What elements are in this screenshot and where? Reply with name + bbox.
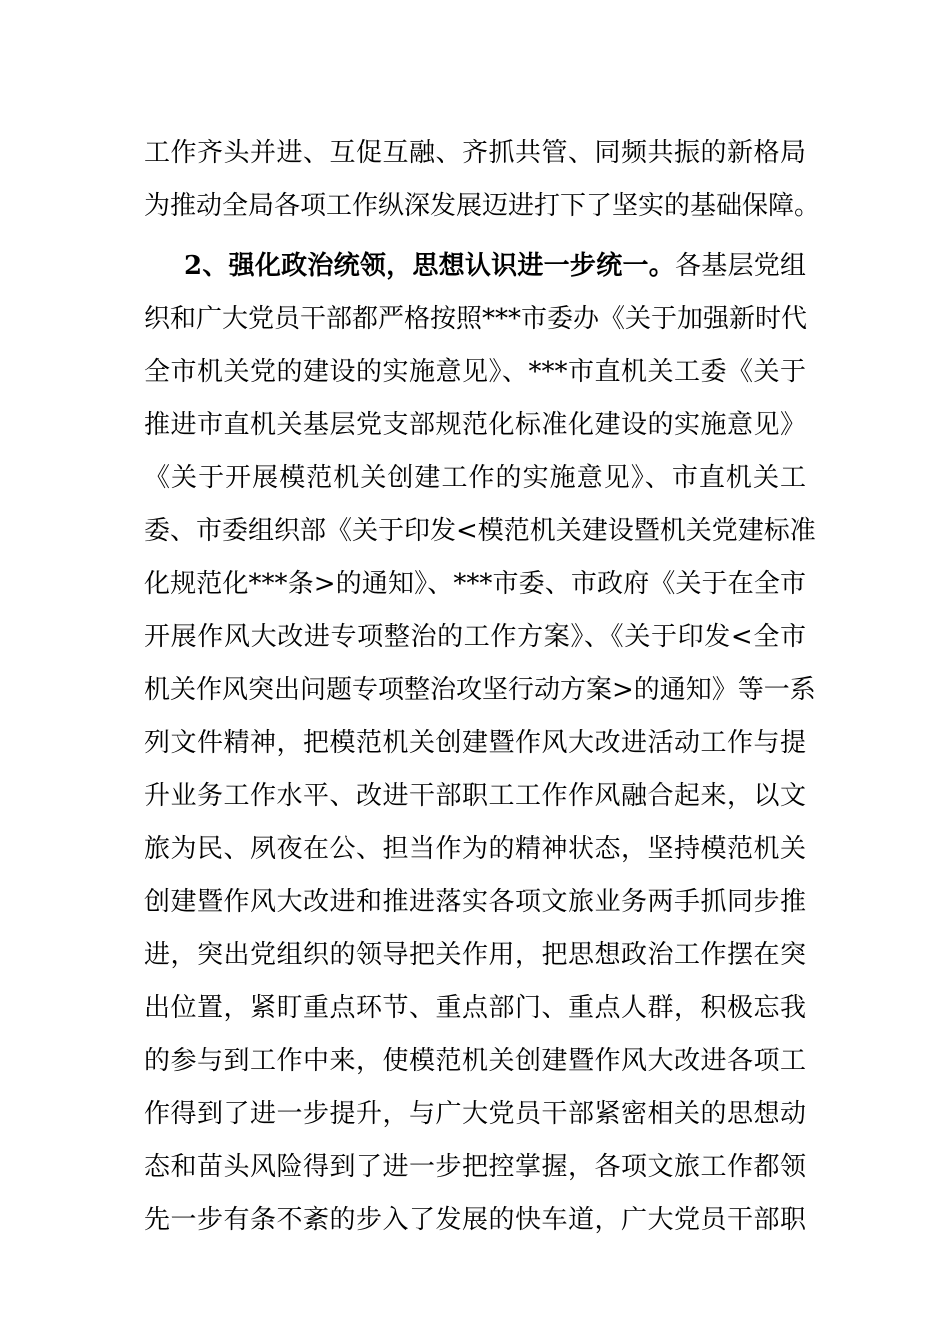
paragraph-continuation: [144, 127, 821, 233]
text-line: 工作齐头并进、互促互融、齐抓共管、同频共振的新格局: [144, 138, 806, 168]
text-line: 织和广大党员干部都严格按照***市委办《关于加强新时代: [144, 304, 808, 334]
text-line: 的参与到工作中来，使模范机关创建暨作风大改进各项工: [144, 1046, 806, 1076]
paragraph-first-line: [144, 240, 806, 293]
text-line: 开展作风大改进专项整治的工作方案》、《关于印发<全市: [144, 622, 806, 652]
text-line: 先一步有条不紊的步入了发展的快车道，广大党员干部职: [144, 1205, 806, 1235]
text-run: 各基层党组: [674, 251, 806, 281]
text-line: 旅为民、夙夜在公、担当作为的精神状态，坚持模范机关: [144, 834, 806, 864]
text-line: 化规范化***条>的通知》、***市委、市政府《关于在全市: [144, 569, 806, 599]
text-line: 《关于开展模范机关创建工作的实施意见》、市直机关工: [144, 463, 806, 493]
text-line: 升业务工作水平、改进干部职工工作作风融合起来，以文: [144, 781, 806, 811]
text-line: 列文件精神，把模范机关创建暨作风大改进活动工作与提: [144, 728, 806, 758]
text-line: 作得到了进一步提升，与广大党员干部紧密相关的思想动: [144, 1099, 806, 1129]
text-line: 出位置，紧盯重点环节、重点部门、重点人群，积极忘我: [144, 993, 806, 1023]
text-line: 机关作风突出问题专项整治攻坚行动方案>的通知》等一系: [144, 675, 816, 705]
text-line: 全市机关党的建设的实施意见》、***市直机关工委《关于: [144, 357, 806, 387]
section-heading: 2、强化政治统领，思想认识进一步统一。: [184, 251, 675, 281]
text-line: 推进市直机关基层党支部规范化标准化建设的实施意见》: [144, 410, 806, 440]
text-line: 委、市委组织部《关于印发<模范机关建设暨机关党建标准: [144, 516, 816, 546]
paragraph-section-2: [144, 240, 816, 1247]
text-line: 进，突出党组织的领导把关作用，把思想政治工作摆在突: [144, 940, 806, 970]
text-line: 为推动全局各项工作纵深发展迈进打下了坚实的基础保障。: [144, 191, 821, 221]
text-line: 创建暨作风大改进和推进落实各项文旅业务两手抓同步推: [144, 887, 806, 917]
text-line: 态和苗头风险得到了进一步把控掌握，各项文旅工作都领: [144, 1152, 806, 1182]
